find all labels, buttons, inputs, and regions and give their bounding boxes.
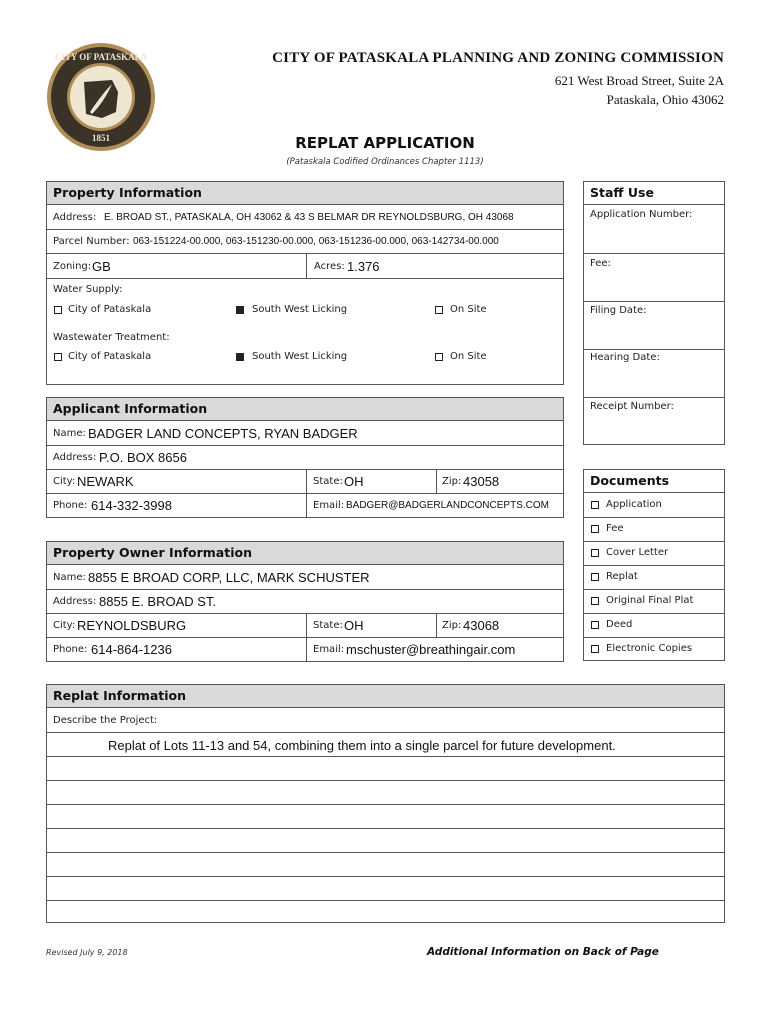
- org-address-line1: 621 West Broad Street, Suite 2A: [554, 73, 724, 88]
- describe-project-label: Describe the Project:: [53, 715, 158, 726]
- applicant-state-value[interactable]: OH: [344, 474, 364, 489]
- water-onsite-option: On Site: [450, 304, 487, 315]
- property-address-label: Address:: [53, 212, 97, 223]
- form-title: REPLAT APPLICATION: [295, 134, 475, 152]
- wastewater-onsite-option: On Site: [450, 351, 487, 362]
- applicant-phone-label: Phone:: [53, 500, 88, 511]
- owner-phone-label: Phone:: [53, 644, 88, 655]
- fee-label: Fee:: [590, 258, 611, 269]
- applicant-info-heading: Applicant Information: [46, 397, 564, 421]
- svg-text:1851: 1851: [92, 133, 110, 143]
- acres-label: Acres:: [314, 261, 345, 272]
- back-of-page-note: Additional Information on Back of Page: [427, 946, 659, 958]
- replat-info-heading: Replat Information: [46, 684, 725, 708]
- applicant-address-label: Address:: [53, 452, 97, 463]
- applicant-address-value[interactable]: P.O. BOX 8656: [99, 450, 187, 465]
- doc-original-final-plat-checkbox[interactable]: [591, 597, 599, 605]
- acres-value[interactable]: 1.376: [347, 259, 380, 274]
- zoning-value[interactable]: GB: [92, 259, 111, 274]
- water-city-checkbox[interactable]: [54, 306, 62, 314]
- doc-original-final-plat-label: Original Final Plat: [606, 595, 694, 606]
- wastewater-city-checkbox[interactable]: [54, 353, 62, 361]
- doc-application-label: Application: [606, 499, 662, 510]
- applicant-email-value[interactable]: BADGER@BADGERLANDCONCEPTS.COM: [346, 500, 549, 511]
- owner-name-value[interactable]: 8855 E BROAD CORP, LLC, MARK SCHUSTER: [88, 570, 370, 585]
- doc-cover-letter-checkbox[interactable]: [591, 549, 599, 557]
- owner-phone-value[interactable]: 614-864-1236: [91, 642, 172, 657]
- doc-replat-checkbox[interactable]: [591, 573, 599, 581]
- owner-info-heading: Property Owner Information: [46, 541, 564, 565]
- applicant-email-label: Email:: [313, 500, 345, 511]
- water-onsite-checkbox[interactable]: [435, 306, 443, 314]
- wastewater-city-option: City of Pataskala: [68, 351, 152, 362]
- applicant-name-value[interactable]: BADGER LAND CONCEPTS, RYAN BADGER: [88, 426, 358, 441]
- water-supply-label: Water Supply:: [53, 284, 123, 295]
- documents-heading: Documents: [583, 469, 725, 493]
- staff-use-heading: Staff Use: [583, 181, 725, 205]
- owner-zip-label: Zip:: [442, 620, 462, 631]
- owner-name-label: Name:: [53, 572, 86, 583]
- receipt-number-label: Receipt Number:: [590, 401, 674, 412]
- applicant-city-value[interactable]: NEWARK: [77, 474, 134, 489]
- applicant-phone-value[interactable]: 614-332-3998: [91, 498, 172, 513]
- owner-city-label: City:: [53, 620, 76, 631]
- water-swl-option: South West Licking: [252, 304, 348, 315]
- water-swl-checkbox[interactable]: [236, 306, 244, 314]
- owner-zip-value[interactable]: 43068: [463, 618, 500, 633]
- owner-state-value[interactable]: OH: [344, 618, 364, 633]
- owner-address-label: Address:: [53, 596, 97, 607]
- doc-electronic-copies-label: Electronic Copies: [606, 643, 693, 654]
- owner-city-value[interactable]: REYNOLDSBURG: [77, 618, 187, 633]
- parcel-number-value[interactable]: 063-151224-00.000, 063-151230-00.000, 063-151236-00.000, 063-142734-00.000: [133, 236, 499, 247]
- doc-deed-label: Deed: [606, 619, 633, 630]
- svg-text:CITY OF PATASKALA: CITY OF PATASKALA: [54, 52, 148, 62]
- property-info-heading: Property Information: [46, 181, 564, 205]
- owner-email-label: Email:: [313, 644, 345, 655]
- project-description-value[interactable]: Replat of Lots 11-13 and 54, combining them into a single parcel for future development.: [108, 738, 616, 753]
- org-address-line2: Pataskala, Ohio 43062: [606, 92, 724, 107]
- wastewater-onsite-checkbox[interactable]: [435, 353, 443, 361]
- org-name: CITY OF PATASKALA PLANNING AND ZONING COMMISSION: [272, 50, 724, 66]
- owner-state-label: State:: [313, 620, 343, 631]
- owner-email-value[interactable]: mschuster@breathingair.com: [346, 642, 516, 657]
- doc-replat-label: Replat: [606, 571, 638, 582]
- owner-address-value[interactable]: 8855 E. BROAD ST.: [99, 594, 217, 609]
- applicant-zip-value[interactable]: 43058: [463, 474, 500, 489]
- wastewater-swl-option: South West Licking: [252, 351, 348, 362]
- applicant-state-label: State:: [313, 476, 343, 487]
- applicant-name-label: Name:: [53, 428, 86, 439]
- wastewater-label: Wastewater Treatment:: [53, 332, 170, 343]
- applicant-zip-label: Zip:: [442, 476, 462, 487]
- property-address-value[interactable]: E. BROAD ST., PATASKALA, OH 43062 & 43 S BELMAR DR REYNOLDSBURG, OH 43068: [104, 212, 514, 223]
- zoning-label: Zoning:: [53, 261, 92, 272]
- hearing-date-label: Hearing Date:: [590, 352, 660, 363]
- application-number-label: Application Number:: [590, 209, 693, 220]
- doc-application-checkbox[interactable]: [591, 501, 599, 509]
- doc-deed-checkbox[interactable]: [591, 621, 599, 629]
- water-city-option: City of Pataskala: [68, 304, 152, 315]
- wastewater-swl-checkbox[interactable]: [236, 353, 244, 361]
- form-subtitle: (Pataskala Codified Ordinances Chapter 1113): [286, 157, 484, 167]
- doc-fee-checkbox[interactable]: [591, 525, 599, 533]
- doc-electronic-copies-checkbox[interactable]: [591, 645, 599, 653]
- doc-cover-letter-label: Cover Letter: [606, 547, 669, 558]
- parcel-number-label: Parcel Number:: [53, 236, 130, 247]
- filing-date-label: Filing Date:: [590, 305, 647, 316]
- revision-date: Revised July 9, 2018: [46, 948, 128, 957]
- applicant-city-label: City:: [53, 476, 76, 487]
- doc-fee-label: Fee: [606, 523, 624, 534]
